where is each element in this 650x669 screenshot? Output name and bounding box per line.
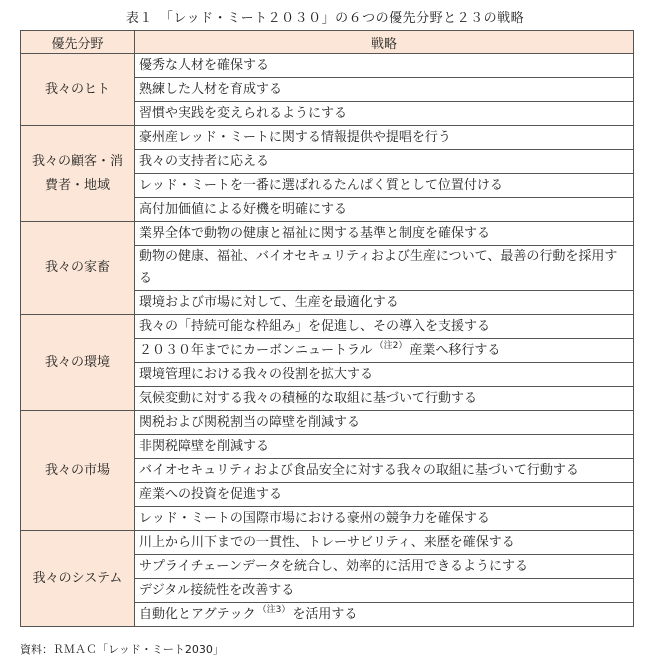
strategy-cell: 豪州産レッド・ミートに関する情報提供や提唱を行う	[135, 126, 634, 150]
strategy-cell: バイオセキュリティおよび食品安全に対する我々の取組に基づいて行動する	[135, 459, 634, 483]
strategy-cell: 気候変動に対する我々の積極的な取組に基づいて行動する	[135, 387, 634, 411]
strategy-text: を活用する	[292, 606, 358, 622]
header-priority-area: 優先分野	[21, 31, 135, 54]
strategy-cell: 我々の支持者に応える	[135, 150, 634, 174]
strategy-cell: レッド・ミートの国際市場における豪州の競争力を確保する	[135, 507, 634, 531]
strategy-cell: 優秀な人材を確保する	[135, 54, 634, 78]
strategy-cell: レッド・ミートを一番に選ばれるたんぱく質として位置付ける	[135, 174, 634, 198]
table-header-row	[21, 31, 634, 54]
table-title: 表１ 「レッド・ミート２０３０」の６つの優先分野と２３の戦略	[125, 11, 525, 26]
strategy-cell: 習慣や実践を変えられるようにする	[135, 102, 634, 126]
strategy-cell: 関税および関税割当の障壁を削減する	[135, 411, 634, 435]
table-row	[21, 126, 634, 150]
strategy-cell: 我々の「持続可能な枠組み」を促進し、その導入を支援する	[135, 315, 634, 339]
strategy-cell	[135, 339, 634, 363]
strategy-cell: 動物の健康、福祉、バイオセキュリティおよび生産について、最善の行動を採用する	[135, 246, 634, 291]
table-row	[21, 411, 634, 435]
strategy-cell: 環境管理における我々の役割を拡大する	[135, 363, 634, 387]
table-row	[21, 54, 634, 78]
category-environment: 我々の環境	[21, 315, 135, 411]
strategy-cell: 産業への投資を促進する	[135, 483, 634, 507]
source-note: 資料：ＲＭＡＣ「レッド・ミート2030」	[20, 643, 224, 656]
footnote-marker: （注2）	[374, 341, 408, 352]
category-markets: 我々の市場	[21, 411, 135, 531]
strategy-cell: 環境および市場に対して、生産を最適化する	[135, 291, 634, 315]
category-systems: 我々のシステム	[21, 531, 135, 627]
category-people: 我々のヒト	[21, 54, 135, 126]
header-strategy: 戦略	[135, 31, 634, 54]
strategy-cell: 高付加価値による好機を明確にする	[135, 198, 634, 222]
table-row	[21, 222, 634, 246]
strategy-cell: 川上から川下までの一貫性、トレーサビリティ、来歴を確保する	[135, 531, 634, 555]
strategy-cell	[135, 603, 634, 627]
strategy-cell: 非関税障壁を削減する	[135, 435, 634, 459]
table-row	[21, 315, 634, 339]
strategy-table	[20, 30, 634, 627]
category-line: 費者・地域	[44, 177, 110, 193]
strategy-cell: 業界全体で動物の健康と福祉に関する基準と制度を確保する	[135, 222, 634, 246]
strategy-text: ２０３０年までにカーボンニュートラル	[139, 342, 373, 358]
table-row	[21, 531, 634, 555]
strategy-text: 自動化とアグテック	[139, 606, 256, 622]
category-livestock: 我々の家畜	[21, 222, 135, 315]
strategy-cell: デジタル接続性を改善する	[135, 579, 634, 603]
strategy-text: 産業へ移行する	[409, 342, 501, 358]
strategy-cell: 熟練した人材を育成する	[135, 78, 634, 102]
category-line: 我々の顧客・消	[31, 153, 123, 169]
strategy-cell: サプライチェーンデータを統合し、効率的に活用できるようにする	[135, 555, 634, 579]
category-customers	[21, 126, 135, 222]
footnote-marker: （注3）	[257, 605, 291, 616]
